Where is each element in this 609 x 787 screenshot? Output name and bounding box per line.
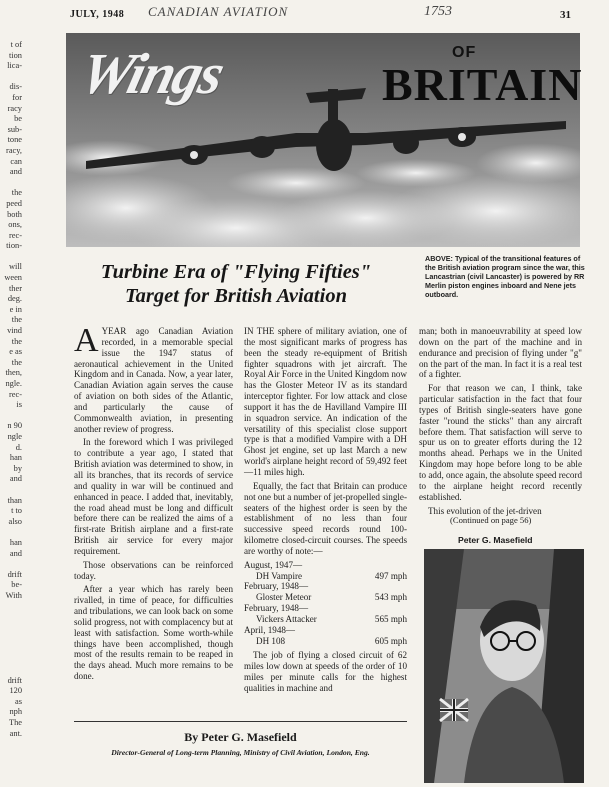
margin-fragment: be- xyxy=(11,580,22,590)
margin-fragment xyxy=(0,633,22,644)
col1-paragraph-2: In the foreword which I was privileged to contribute a year ago, I stated that British aviation was determined to show, in all its branches, that its records of service and quality in war will be continued and enhanced in peace. I added that, inevitably, the road ahead must be long and difficult before there can be realized the aims of a first-rate British airplane and a first-rate British air service for every major requirement. xyxy=(74,437,233,556)
margin-fragment xyxy=(0,527,22,538)
margin-fragment: t to xyxy=(11,506,22,516)
margin-fragment xyxy=(0,612,22,623)
header-date: JULY, 1948 xyxy=(70,9,125,20)
margin-fragment: as xyxy=(15,696,22,706)
margin-fragment: the xyxy=(11,357,22,367)
byline-author: By Peter G. Masefield xyxy=(184,730,297,744)
col3-paragraph-1: man; both in manoeuvrability at speed low down on the part of the machine and in endurance and precision of flying under "g" on the part of the man. In fact it is a real test of a fighter. xyxy=(419,326,582,380)
title-of: OF xyxy=(452,44,477,61)
margin-fragment xyxy=(0,559,22,570)
margin-fragment xyxy=(0,601,22,612)
speed-record-date: February, 1948— xyxy=(244,581,309,592)
margin-fragment: tion- xyxy=(6,241,22,251)
margin-fragment: is xyxy=(16,400,22,410)
col2-paragraph-1: sphere of military aviation, one of the most significant marks of progress has been the steady re-equipment of British fighter squadrons with jet aircraft. The Royal Air Force in the United Kingdom now has the Gloster Meteor IV as its standard interceptor fighter. For low attack and close support it has the de Havilland Vampire III in squadron service. An indication of the versatility of this specialist close support type is that a modified Vampire with a DH Ghost jet engine, set up last March a new world's airplane height record of 59,492 feet—11 miles high. xyxy=(244,326,407,477)
union-flag-emblem xyxy=(440,699,468,721)
speed-record-date: February, 1948— xyxy=(244,603,309,614)
previous-page-margin-text xyxy=(0,40,22,739)
margin-fragment xyxy=(0,178,22,189)
margin-fragment: vind xyxy=(7,326,22,336)
photo-caption: ABOVE: Typical of the transitional features of the British aviation program since the war, this Lancastrian (civil Lancaster) is powered by RR Merlin piston engines inboard and Nene jets outboard. xyxy=(425,254,585,299)
margin-fragment: and xyxy=(9,167,22,177)
margin-fragment xyxy=(0,485,22,496)
speed-record-date: August, 1947— xyxy=(244,559,303,570)
margin-fragment: ngle. xyxy=(5,379,22,388)
margin-fragment: tion xyxy=(8,50,22,60)
speed-record-row xyxy=(244,636,407,647)
margin-fragment: and xyxy=(9,548,22,558)
margin-fragment: ngle xyxy=(7,431,22,441)
margin-fragment: ween xyxy=(4,273,22,283)
headline-line-2: Target for British Aviation xyxy=(125,285,347,307)
continued-note: (Continued on page 56) xyxy=(450,515,532,525)
margin-fragment xyxy=(0,72,22,83)
speed-record-aircraft: Gloster Meteor xyxy=(256,592,312,603)
margin-fragment: sub- xyxy=(7,124,22,134)
margin-fragment: t of xyxy=(10,40,22,49)
col2-paragraph-2: Equally, the fact that Britain can produce not one but a number of jet-propelled single-seaters of the highest order is seen by the establishment of no less than four successive speed records round 100-kilometre closed-circuit courses. The speeds are worthy of note:— xyxy=(244,480,407,556)
margin-fragment: rec- xyxy=(8,389,22,399)
col3-paragraph-2: For that reason we can, I think, take particular satisfaction in the fact that four types of British single-seaters have gone faster "round the sticks" than any aircraft before them. That satisfaction will serve to spur us on to greater efforts during the 12 months ahead. Perhaps we in the United Kingdom may hope before long to be able to add, once again, the absolute speed record to the airplane height record recently established. xyxy=(419,383,582,502)
margin-fragment: than xyxy=(7,495,22,505)
margin-fragment: be xyxy=(14,114,22,124)
margin-fragment xyxy=(0,644,22,655)
byline-title: Director-General of Long-term Planning, Ministry of Civil Aviation, London, Eng. xyxy=(111,748,370,757)
margin-fragment: 120 xyxy=(9,686,22,696)
margin-fragment: ther xyxy=(8,283,22,293)
margin-fragment: also xyxy=(8,516,22,526)
speed-record-aircraft: DH Vampire xyxy=(256,570,303,581)
margin-fragment: can xyxy=(10,156,22,166)
speed-record-row xyxy=(244,571,407,582)
margin-fragment: the xyxy=(11,336,22,346)
page-number: 31 xyxy=(560,9,571,21)
margin-fragment xyxy=(0,252,22,263)
margin-fragment: han xyxy=(9,453,22,463)
article-headline xyxy=(66,260,406,308)
article-column-1 xyxy=(74,322,233,685)
margin-fragment: han xyxy=(9,537,22,547)
portrait-caption: Peter G. Masefield xyxy=(458,535,533,545)
margin-fragment: ons, xyxy=(8,220,22,230)
speed-record-row xyxy=(244,592,407,603)
margin-fragment: The xyxy=(8,718,22,727)
title-wings-script: Wings xyxy=(73,41,230,106)
margin-fragment: drift xyxy=(7,569,22,579)
article-column-3 xyxy=(419,326,582,519)
speed-record-value: 605 mph xyxy=(374,635,407,646)
margin-fragment: n 90 xyxy=(7,421,22,431)
byline-rule xyxy=(74,721,407,722)
margin-fragment: ant. xyxy=(9,728,22,738)
margin-fragment: rec- xyxy=(8,230,22,240)
margin-fragment: peed xyxy=(6,198,22,208)
margin-fragment: e in xyxy=(9,304,22,314)
margin-fragment: racy, xyxy=(6,145,22,155)
speed-record-date: April, 1948— xyxy=(244,624,296,635)
margin-fragment: for xyxy=(12,92,22,102)
margin-fragment: drift xyxy=(7,675,22,685)
margin-fragment: tone xyxy=(7,135,22,145)
title-britain: BRITAIN xyxy=(382,59,583,110)
margin-fragment: and xyxy=(9,474,22,484)
margin-fragment: racy xyxy=(7,103,22,113)
margin-fragment: d. xyxy=(15,442,22,452)
margin-fragment: lica- xyxy=(7,61,22,71)
speed-record-value: 497 mph xyxy=(374,570,407,581)
margin-fragment xyxy=(0,665,22,676)
speed-record-value: 565 mph xyxy=(374,613,407,624)
speed-record-value: 543 mph xyxy=(374,592,407,603)
col3-paragraph-3: This evolution of the jet-driven xyxy=(428,505,542,516)
handwritten-note: CANADIAN AVIATION xyxy=(148,4,289,19)
margin-fragment: nph xyxy=(9,707,22,717)
margin-fragment: both xyxy=(7,209,22,219)
headline-line-1: Turbine Era of "Flying Fifties" xyxy=(100,261,372,283)
margin-fragment: With xyxy=(5,590,22,600)
col1-paragraph-4: After a year which has rarely been rivalled, in time of peace, for difficulties and tribulations, we can look back on some solid progress, not with complacency but at least with satisfaction. Some worth-while things have been accomplished, though most of the results remain to be reaped in the days ahead. Much more remains to be done. xyxy=(74,584,233,682)
margin-fragment: the xyxy=(11,188,22,198)
portrait-photo xyxy=(424,549,584,783)
margin-fragment xyxy=(0,654,22,665)
speed-record-aircraft: Vickers Attacker xyxy=(256,613,317,624)
margin-fragment: deg. xyxy=(7,294,22,304)
drop-cap: A xyxy=(74,322,99,359)
margin-fragment xyxy=(0,411,22,422)
margin-fragment: will xyxy=(8,262,22,272)
margin-fragment: e as xyxy=(9,347,22,357)
speed-record-aircraft: DH 108 xyxy=(256,635,286,646)
margin-fragment: the xyxy=(11,315,22,325)
speed-records-list xyxy=(244,560,407,647)
col1-paragraph-1: YEAR ago Canadian Aviation recorded, in a memorable special issue the 1947 status of aeronautical achievement in the United Kingdom and in Canada. Now, a year later, Canadian Aviation again serves the cause of aviation on both sides of the Atlantic, and particularly the cause of Commonwealth aviation, in presenting another review of progress. xyxy=(74,326,233,434)
margin-fragment: by xyxy=(13,463,22,473)
speed-record-row xyxy=(244,614,407,625)
col1-paragraph-3: Those observations can be reinforced today. xyxy=(74,559,233,581)
handwritten-number: 1753 xyxy=(424,4,452,19)
margin-fragment xyxy=(0,623,22,634)
margin-fragment: then, xyxy=(5,368,22,378)
article-column-2 xyxy=(244,326,407,697)
col2-lead: IN THE xyxy=(244,326,275,336)
margin-fragment: dis- xyxy=(9,82,22,92)
col2-paragraph-3: The job of flying a closed circuit of 62 miles low down at speeds of the order of 10 miles per minute calls for the highest qualities in machine and xyxy=(244,650,407,693)
